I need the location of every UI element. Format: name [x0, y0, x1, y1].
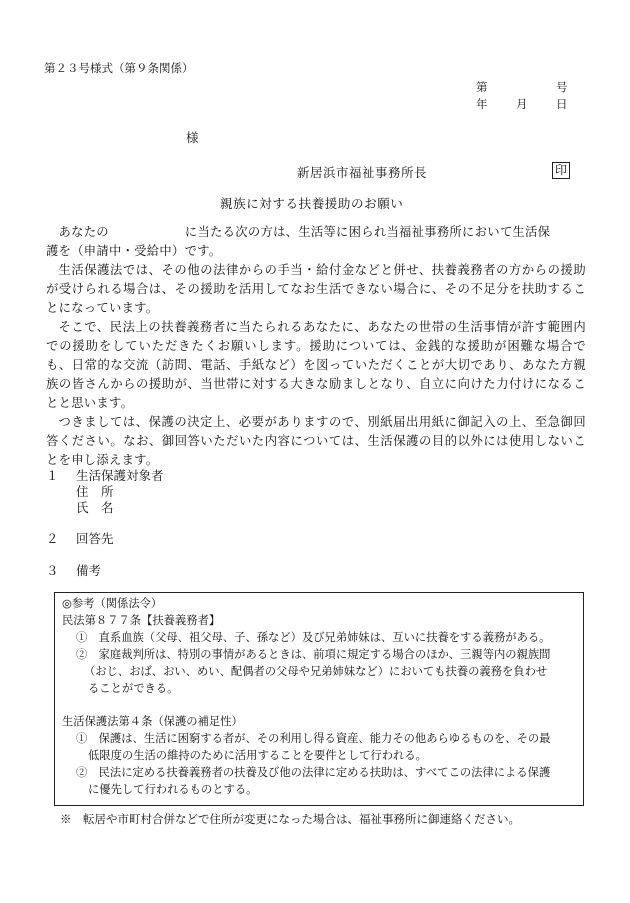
item-2-number: ２: [46, 531, 59, 546]
item-1-number: １: [46, 468, 59, 483]
paragraph-2: 生活保護法では、その他の法律からの手当・給付金などと併せ、扶養義務者の方からの援助が受けられる場合は、その援助を活用してなお生活できない場合に、その不足分を扶助することになっています。: [46, 263, 586, 315]
paragraph-1-middle: に当たる次の方は、生活等に困られ当福祉事務所において生活保: [184, 225, 551, 239]
civil-code-clause-2-line-2: （おじ、おば、おい、めい、配偶者の父母や兄弟姉妹など）においても扶養の義務を負わせ: [84, 665, 548, 678]
form-number: 第２３号様式（第９条関係）: [44, 61, 194, 75]
name-label: 氏 名: [76, 500, 114, 515]
reference-heading: ◎参考（関係法令）: [62, 597, 163, 610]
document-number-suffix: 号: [556, 80, 568, 94]
welfare-law-title: 生活保護法第４条（保護の補足性）: [62, 715, 243, 728]
address-label: 住 所: [76, 484, 114, 499]
footnote: ※ 転居や市町村合併などで住所が変更になった場合は、福祉事務所に御連絡ください。: [60, 812, 520, 826]
document-title: 親族に対する扶養援助のお願い: [220, 196, 404, 211]
civil-code-clause-1: ① 直系血族（父母、祖父母、子、孫など）及び兄弟姉妹は、互いに扶養をする義務がある。: [76, 631, 551, 644]
paragraph-1-start: あなたの: [58, 225, 109, 239]
date-year: 年: [476, 97, 488, 111]
item-3-number: ３: [46, 563, 59, 578]
date-day: 日: [556, 97, 568, 111]
item-1-label: 生活保護対象者: [76, 468, 164, 483]
document-number-prefix: 第: [476, 80, 488, 94]
paragraph-3: そこで、民法上の扶養義務者に当たられるあなたに、あなたの世帯の生活事情が許す範囲内での援助をしていただきたくお願いします。援助については、金銭的な援助が困難な場合でも、日常的な交流（訪問、電話、手紙など）を図っていただくことが大切であり、あなた方親族の皆さんからの援助が、当世帯に対する大きな励ましとなり、自立に向けた力付けになることと思います。: [46, 320, 586, 410]
civil-code-clause-2-line-1: ② 家庭裁判所は、特別の事情があるときは、前項に規定する場合のほか、三親等内の親族間: [76, 648, 551, 661]
welfare-law-clause-1-line-1: ① 保護は、生活に困窮する者が、その利用し得る資産、能力その他あらゆるものを、その最: [76, 732, 551, 745]
seal-mark: 印: [552, 162, 570, 179]
paragraph-1-end: 護を（申請中・受給中）です。: [46, 244, 222, 258]
item-3-label: 備考: [76, 563, 102, 578]
paragraph-4: つきましては、保護の決定上、必要がありますので、別紙届出用紙に御記入の上、至急御回答ください。なお、御回答いただいた内容については、生活保護の目的以外には使用しないことを申し添えます。: [46, 415, 586, 467]
civil-code-title: 民法第８７７条【扶養義務者】: [62, 614, 221, 627]
body-text: [46, 223, 586, 470]
civil-code-clause-2-line-3: ることができる。: [88, 682, 179, 695]
welfare-law-clause-2-line-2: に優先して行われるものとする。: [88, 783, 258, 796]
item-2-label: 回答先: [76, 531, 114, 546]
addressee-suffix: 様: [186, 130, 199, 145]
welfare-law-clause-1-line-2: 低限度の生活の維持のために活用することを要件として行われる。: [88, 749, 427, 762]
sender-name: 新居浜市福祉事務所長: [297, 165, 428, 180]
reference-box: [54, 592, 584, 806]
date-month: 月: [516, 97, 528, 111]
welfare-law-clause-2-line-1: ② 民法に定める扶養義務者の扶養及び他の法律に定める扶助は、すべてこの法律による保護: [76, 766, 551, 779]
